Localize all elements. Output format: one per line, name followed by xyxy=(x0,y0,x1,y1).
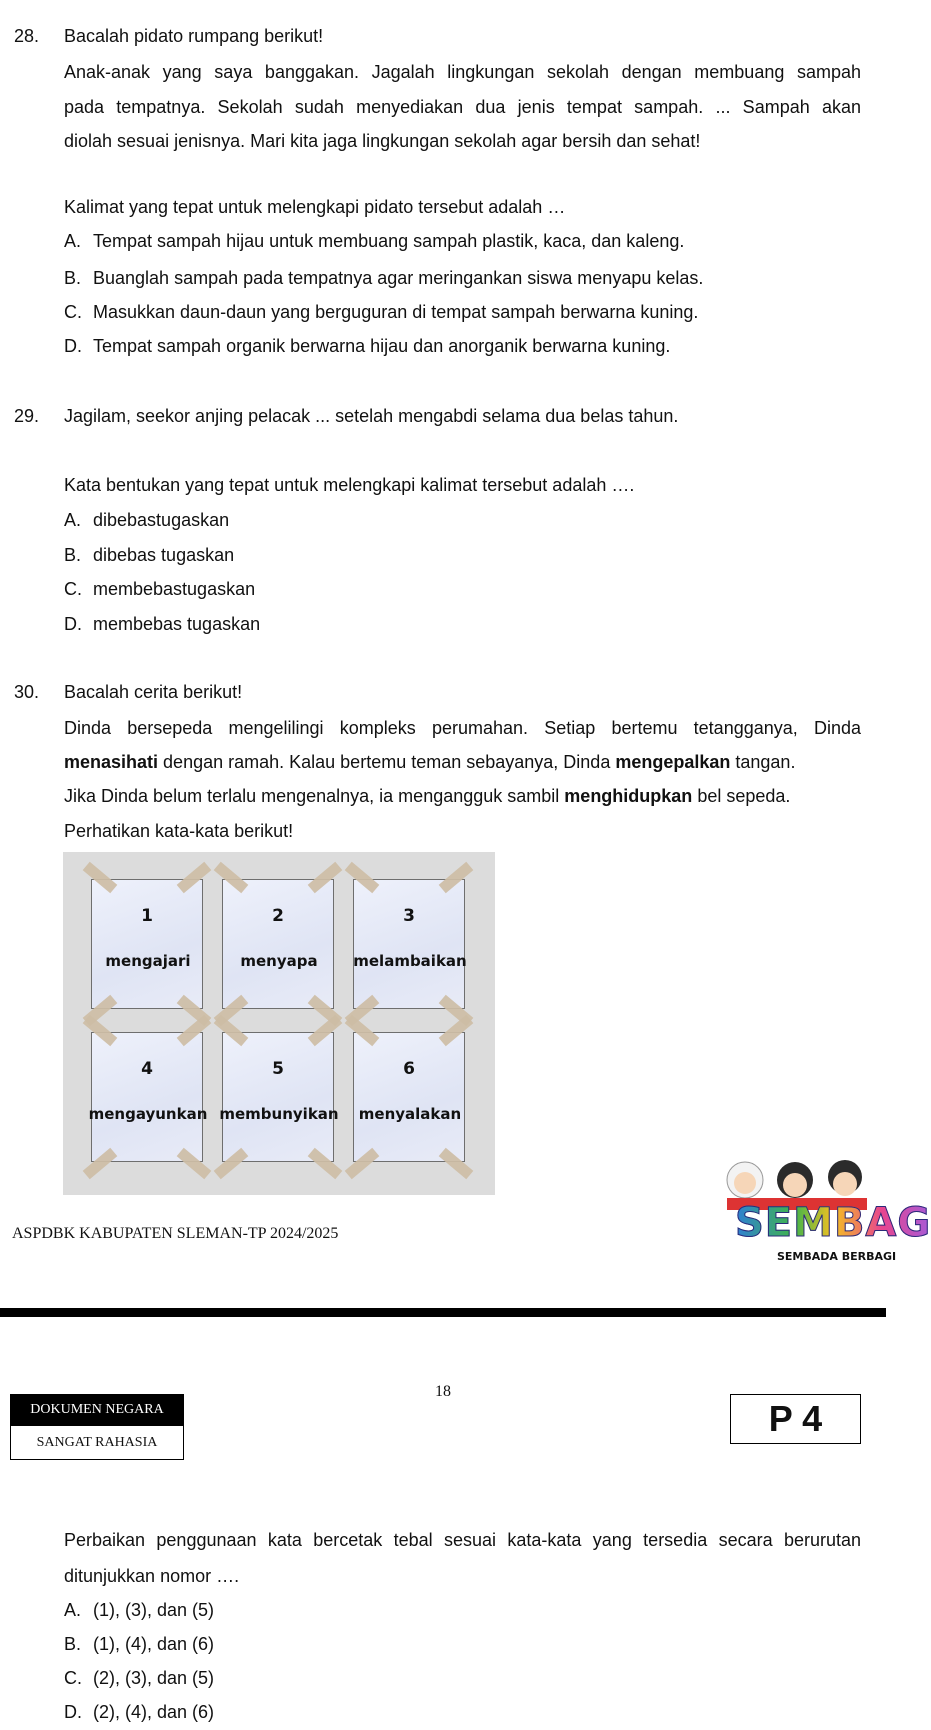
tape xyxy=(214,1148,249,1180)
option-text: dibebas tugaskan xyxy=(93,545,235,565)
card-word: mengayunkan xyxy=(88,1105,208,1123)
word-card-3 xyxy=(353,879,465,1009)
word-card-5 xyxy=(219,1032,339,1162)
tape xyxy=(177,1015,212,1047)
option-text: (2), (3), dan (5) xyxy=(93,1668,215,1688)
sangat-rahasia-label: SANGAT RAHASIA xyxy=(10,1426,184,1460)
tape xyxy=(214,862,249,894)
card-number: 3 xyxy=(403,906,415,926)
sembada-berbagi-logo xyxy=(705,1150,931,1270)
tape xyxy=(345,1015,380,1047)
question-30-option-d[interactable] xyxy=(64,1702,214,1723)
question-30-option-a[interactable] xyxy=(64,1600,214,1621)
question-28-option-c[interactable] xyxy=(64,302,698,323)
card-word: menyalakan xyxy=(358,1105,462,1123)
tape xyxy=(439,1015,474,1047)
question-29-number: 29. xyxy=(14,406,40,426)
page-number: 18 xyxy=(435,1383,451,1400)
card-word: menyapa xyxy=(240,952,318,970)
option-letter: C. xyxy=(64,1668,82,1688)
story-text: bel sepeda. xyxy=(692,786,791,806)
option-text: Tempat sampah organik berwarna hijau dan anorganik berwarna kuning. xyxy=(93,336,671,356)
question-30-option-b[interactable] xyxy=(64,1634,214,1655)
story-text: Jika Dinda belum terlalu mengenalnya, ia mengangguk sambil xyxy=(64,786,565,806)
tape xyxy=(439,1148,474,1180)
bold-word-mengepalkan: mengepalkan xyxy=(615,752,731,772)
option-text: membebas tugaskan xyxy=(93,614,261,634)
tape xyxy=(83,862,118,894)
story-text: dengan ramah. Kalau bertemu teman sebayanya, Dinda xyxy=(158,752,616,772)
word-card-1 xyxy=(91,879,203,1009)
option-letter: B. xyxy=(64,545,82,565)
tape xyxy=(177,862,212,894)
page-divider xyxy=(0,1308,886,1317)
option-letter: D. xyxy=(64,614,82,634)
question-29-option-c[interactable] xyxy=(64,579,255,600)
word-card-6 xyxy=(353,1032,465,1162)
question-28-text-line-3: diolah sesuai jenisnya. Mari kita jaga lingkungan sekolah agar bersih dan sehat! xyxy=(64,131,701,151)
word-card-4 xyxy=(88,1032,208,1162)
question-29-question: Kata bentukan yang tepat untuk melengkapi kalimat tersebut adalah …. xyxy=(64,475,635,495)
logo-subtitle: SEMBADA BERBAGI xyxy=(777,1250,897,1263)
question-30-question-line-1: Perbaikan penggunaan kata bercetak tebal sesuai kata-kata yang tersedia secara berurutan xyxy=(64,1530,861,1550)
option-text: (2), (4), dan (6) xyxy=(93,1702,215,1722)
tape xyxy=(83,1148,118,1180)
question-28-option-a[interactable] xyxy=(64,231,684,252)
option-letter: B. xyxy=(64,1634,82,1654)
tape xyxy=(177,1148,212,1180)
option-text: Buanglah sampah pada tempatnya agar meringankan siswa menyapu kelas. xyxy=(93,268,704,288)
dokumen-negara-label: DOKUMEN NEGARA xyxy=(10,1394,184,1426)
tape xyxy=(308,1148,343,1180)
question-28-number: 28. xyxy=(14,26,40,46)
story-text: tangan. xyxy=(730,752,796,772)
option-letter: C. xyxy=(64,579,82,599)
question-29-option-d[interactable] xyxy=(64,614,260,635)
option-text: Tempat sampah hijau untuk membuang sampah plastik, kaca, dan kaleng. xyxy=(93,231,685,251)
question-30-story-line-1: Dinda bersepeda mengelilingi kompleks perumahan. Setiap bertemu tetangganya, Dinda xyxy=(64,718,861,738)
question-28-question: Kalimat yang tepat untuk melengkapi pidato tersebut adalah … xyxy=(64,197,566,217)
question-28-option-b[interactable] xyxy=(64,268,703,289)
question-29-option-a[interactable] xyxy=(64,510,229,531)
word-card-2 xyxy=(222,879,334,1009)
tape xyxy=(439,862,474,894)
dokumen-negara-box xyxy=(10,1394,184,1460)
card-number: 1 xyxy=(141,906,153,926)
tape xyxy=(83,1015,118,1047)
question-28-text-line-2: pada tempatnya. Sekolah sudah menyediakan dua jenis tempat sampah. ... Sampah akan xyxy=(64,97,861,117)
footer-aspdbk: ASPDBK KABUPATEN SLEMAN-TP 2024/2025 xyxy=(12,1225,339,1242)
tape xyxy=(308,862,343,894)
word-cards-panel xyxy=(63,852,495,1195)
question-28-text-line-1: Anak-anak yang saya banggakan. Jagalah lingkungan sekolah dengan membuang sampah xyxy=(64,62,861,82)
card-word: membunyikan xyxy=(219,1105,339,1123)
option-letter: C. xyxy=(64,302,82,322)
option-text: (1), (3), dan (5) xyxy=(93,1600,215,1620)
card-number: 5 xyxy=(272,1059,284,1079)
option-letter: B. xyxy=(64,268,82,288)
question-30-story-line-2 xyxy=(64,752,795,773)
logo-letters: SEMBAG xyxy=(735,1200,931,1246)
tape xyxy=(308,1015,343,1047)
card-word: melambaikan xyxy=(353,952,467,970)
option-text: membebastugaskan xyxy=(93,579,256,599)
option-letter: D. xyxy=(64,1702,82,1722)
option-letter: A. xyxy=(64,231,82,251)
question-29-option-b[interactable] xyxy=(64,545,234,566)
paket-code-box: P 4 xyxy=(730,1394,861,1444)
question-30-number: 30. xyxy=(14,682,40,702)
logo-text xyxy=(735,1200,931,1246)
bold-word-menghidupkan: menghidupkan xyxy=(564,786,693,806)
tape xyxy=(214,1015,249,1047)
option-letter: A. xyxy=(64,1600,82,1620)
option-text: dibebastugaskan xyxy=(93,510,230,530)
question-30-perhatikan: Perhatikan kata-kata berikut! xyxy=(64,821,294,841)
question-28-prompt: Bacalah pidato rumpang berikut! xyxy=(64,26,324,46)
option-text: (1), (4), dan (6) xyxy=(93,1634,215,1654)
option-letter: A. xyxy=(64,510,82,530)
question-28-option-d[interactable] xyxy=(64,336,670,357)
card-number: 6 xyxy=(403,1059,415,1079)
tape xyxy=(345,1148,380,1180)
option-text: Masukkan daun-daun yang berguguran di tempat sampah berwarna kuning. xyxy=(93,302,699,322)
tape xyxy=(345,862,380,894)
question-30-option-c[interactable] xyxy=(64,1668,214,1689)
option-letter: D. xyxy=(64,336,82,356)
question-29-sentence: Jagilam, seekor anjing pelacak ... setelah mengabdi selama dua belas tahun. xyxy=(64,406,679,426)
question-30-prompt: Bacalah cerita berikut! xyxy=(64,682,243,702)
card-word: mengajari xyxy=(105,952,191,970)
question-30-question-line-2: ditunjukkan nomor …. xyxy=(64,1566,240,1586)
bold-word-menasihati: menasihati xyxy=(64,752,159,772)
card-number: 2 xyxy=(272,906,284,926)
question-30-story-line-3 xyxy=(64,786,790,807)
card-number: 4 xyxy=(141,1059,153,1079)
